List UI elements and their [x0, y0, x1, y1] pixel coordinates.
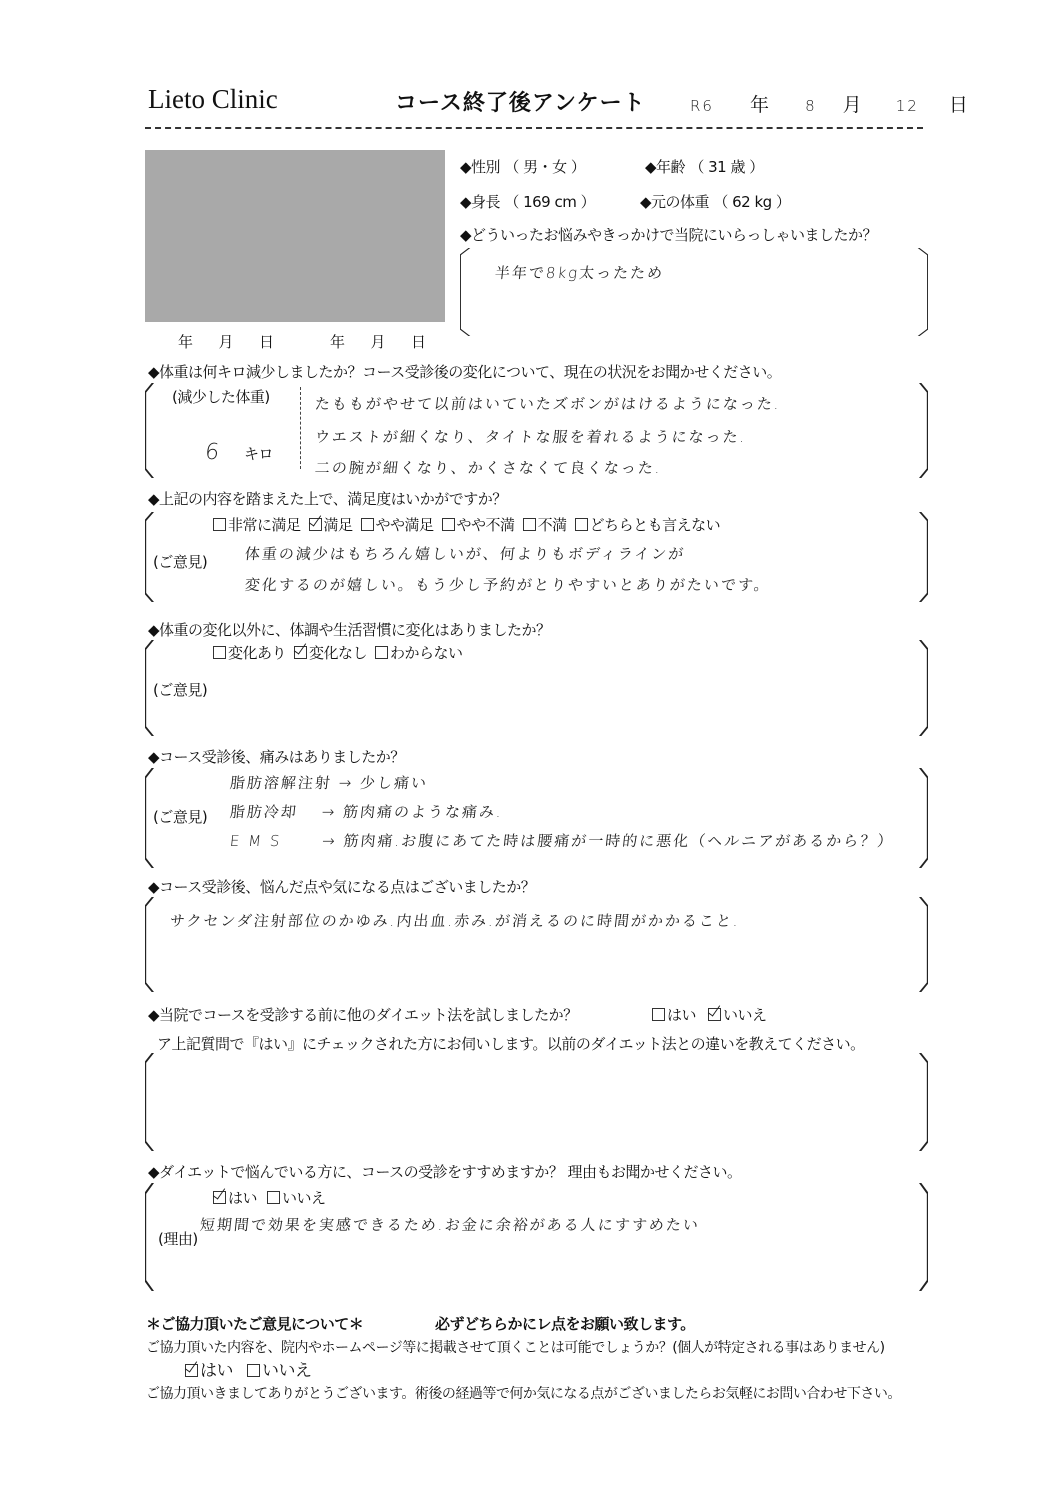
day-label: 日 — [411, 333, 426, 351]
option-label: やや満足 — [375, 516, 434, 534]
pain-answer-line: 脂肪溶解注射 → 少し痛い — [229, 774, 430, 792]
checkbox-icon[interactable] — [361, 518, 374, 531]
pain-answer-line: 脂肪冷却 → 筋肉痛のような痛み. — [229, 803, 504, 821]
weight-answer-line: 二の腕が細くなり、かくさなくて良くなった. — [314, 459, 663, 477]
option-label: やや不満 — [456, 516, 515, 534]
form-title: コース終了後アンケート — [395, 91, 646, 116]
option-label: 非常に満足 — [228, 516, 301, 534]
weight-divider — [300, 387, 301, 469]
option-label: はい — [228, 1189, 258, 1207]
option-checkbox[interactable] — [708, 1006, 767, 1024]
other-diet-subquestion: ア上記質問で『はい』にチェックされた方にお伺いします。以前のダイエット法との違いを教えてください。 — [157, 1035, 865, 1053]
footer-heading: ＊ご協力頂いたご意見について＊ — [146, 1315, 364, 1333]
concern-answer: サクセンダ注射部位のかゆみ.内出血.赤み.が消えるのに時間がかかること. — [169, 912, 741, 930]
year-label: 年 — [330, 333, 345, 351]
gender-label: ◆性別 — [460, 158, 501, 176]
option-label: はい — [200, 1361, 233, 1381]
year-unit: 年 — [750, 94, 770, 116]
satisfaction-question: ◆上記の内容を踏まえた上で、満足度はいかがですか？ — [148, 490, 507, 508]
weight-answer-line: ウエストが細くなり、タイトな服を着れるようになった. — [314, 428, 748, 446]
day-unit: 日 — [948, 94, 968, 116]
option-label: わからない — [390, 644, 463, 662]
checkbox-icon[interactable] — [213, 518, 226, 531]
option-label: 変化なし — [309, 644, 368, 662]
checked-box-icon[interactable] — [213, 1191, 226, 1204]
condition-opinion-label: (ご意見) — [153, 681, 208, 699]
option-label: いいえ — [723, 1006, 767, 1024]
option-checkbox[interactable] — [652, 1006, 696, 1024]
footer-question: ご協力頂いた内容を、院内やホームページ等に掲載させて頂くことは可能でしょうか？(個人が特定される事はありません) — [146, 1340, 885, 1356]
checkbox-icon[interactable] — [375, 646, 388, 659]
concern-question: ◆コース受診後、悩んだ点や気になる点はございましたか？ — [148, 878, 536, 896]
option-checkbox[interactable] — [267, 1189, 326, 1207]
option-label: いいえ — [282, 1189, 326, 1207]
height-field — [460, 191, 595, 212]
weight-question: ◆体重は何キロ減少しましたか？コース受診後の変化について、現在の状況をお聞かせください。 — [148, 363, 782, 381]
footer-thanks: ご協力頂いきましてありがとうございます。術後の経過等で何か気になる点がございましたらお気軽にお問い合わせ下さい。 — [146, 1386, 901, 1402]
recommend-answer: 短期間で効果を実感できるため.お金に余裕がある人にすすめたい — [199, 1216, 701, 1234]
date-era-year: R6 — [690, 97, 714, 115]
day-label: 日 — [259, 333, 274, 351]
checkbox-icon[interactable] — [575, 518, 588, 531]
photo-date-after — [330, 331, 426, 352]
header-divider — [145, 127, 923, 129]
weight-label: ◆元の体重 — [640, 193, 710, 211]
recommend-question: ◆ダイエットで悩んでいる方に、コースの受診をすすめますか？ 理由もお聞かせください。 — [148, 1163, 742, 1181]
option-checkbox[interactable] — [247, 1361, 312, 1381]
month-label: 月 — [218, 333, 234, 351]
option-checkbox[interactable] — [523, 516, 567, 534]
photo-date-before — [178, 331, 274, 352]
satisfaction-answer-line: 体重の減少はもちろん嬉しいが、何よりもボディラインが — [244, 545, 687, 563]
checkbox-icon[interactable] — [267, 1191, 280, 1204]
weight-value: （ 62 kg ） — [713, 193, 791, 211]
checkbox-icon[interactable] — [442, 518, 455, 531]
weight-lost-unit: キロ — [244, 445, 274, 463]
option-checkbox[interactable] — [213, 516, 301, 534]
condition-question: ◆体重の変化以外に、体調や生活習慣に変化はありましたか？ — [148, 621, 551, 639]
checked-box-icon[interactable] — [708, 1008, 721, 1021]
option-label: はい — [667, 1006, 697, 1024]
option-checkbox[interactable] — [309, 516, 353, 534]
height-label: ◆身長 — [460, 193, 501, 211]
footer-instruction: 必ずどちらかにレ点をお願い致します。 — [435, 1315, 695, 1333]
option-checkbox[interactable] — [442, 516, 515, 534]
option-label: 変化あり — [228, 644, 287, 662]
age-label: ◆年齢 — [645, 158, 686, 176]
month-label: 月 — [370, 333, 386, 351]
option-label: いいえ — [262, 1361, 312, 1381]
option-label: 不満 — [537, 516, 567, 534]
date-day: 12 — [895, 97, 919, 115]
option-checkbox[interactable] — [185, 1361, 233, 1381]
other-diet-options — [652, 1004, 779, 1025]
weight-field — [640, 191, 790, 212]
option-checkbox[interactable] — [213, 1189, 257, 1207]
satisfaction-options — [213, 514, 728, 535]
checkbox-icon[interactable] — [652, 1008, 665, 1021]
checkbox-icon[interactable] — [523, 518, 536, 531]
clinic-logo: Lieto Clinic — [148, 84, 278, 114]
other-diet-question: ◆当院でコースを受診する前に他のダイエット法を試しましたか？ — [148, 1006, 578, 1024]
checked-box-icon[interactable] — [185, 1364, 198, 1377]
photo-placeholder — [145, 150, 445, 322]
option-label: 満足 — [323, 516, 353, 534]
option-label: どちらとも言えない — [589, 516, 721, 534]
checked-box-icon[interactable] — [309, 518, 322, 531]
weight-answer-line: たももがやせて以前はいていたズボンがはけるようになった. — [314, 395, 782, 413]
satisfaction-opinion-label: (ご意見) — [153, 553, 208, 571]
reason-question: ◆どういったお悩みやきっかけで当院にいらっしゃいましたか？ — [460, 226, 878, 244]
age-field — [645, 156, 764, 177]
weight-lost-label: (減少した体重) — [172, 388, 270, 406]
option-checkbox[interactable] — [294, 644, 367, 662]
checkbox-icon[interactable] — [247, 1364, 260, 1377]
option-checkbox[interactable] — [375, 644, 463, 662]
gender-field — [460, 156, 585, 177]
other-diet-bracket — [145, 1053, 928, 1151]
age-value: （ 31 歳 ） — [689, 158, 764, 176]
footer-options — [185, 1356, 326, 1381]
height-value: （ 169 cm ） — [504, 193, 596, 211]
reason-answer: 半年で8kg太ったため — [494, 264, 666, 282]
option-checkbox[interactable] — [361, 516, 434, 534]
option-checkbox[interactable] — [575, 516, 721, 534]
year-label: 年 — [178, 333, 193, 351]
pain-opinion-label: (ご意見) — [153, 808, 208, 826]
recommend-reason-label: (理由) — [158, 1230, 198, 1248]
month-unit: 月 — [842, 94, 862, 116]
recommend-options — [213, 1187, 336, 1208]
weight-lost-value: 6 — [203, 440, 223, 465]
satisfaction-answer-line: 変化するのが嬉しい。もう少し予約がとりやすいとありがたいです。 — [244, 576, 772, 594]
option-checkbox[interactable] — [213, 644, 286, 662]
pain-answer-line: E M S → 筋肉痛.お腹にあてた時は腰痛が一時的に悪化（ヘルニアがあるから？） — [229, 832, 896, 850]
date-month: 8 — [805, 97, 817, 115]
checked-box-icon[interactable] — [294, 646, 307, 659]
condition-options — [213, 642, 471, 663]
pain-question: ◆コース受診後、痛みはありましたか？ — [148, 748, 405, 766]
form-date — [690, 90, 968, 117]
checkbox-icon[interactable] — [213, 646, 226, 659]
gender-value: （ 男・女 ） — [504, 158, 586, 176]
